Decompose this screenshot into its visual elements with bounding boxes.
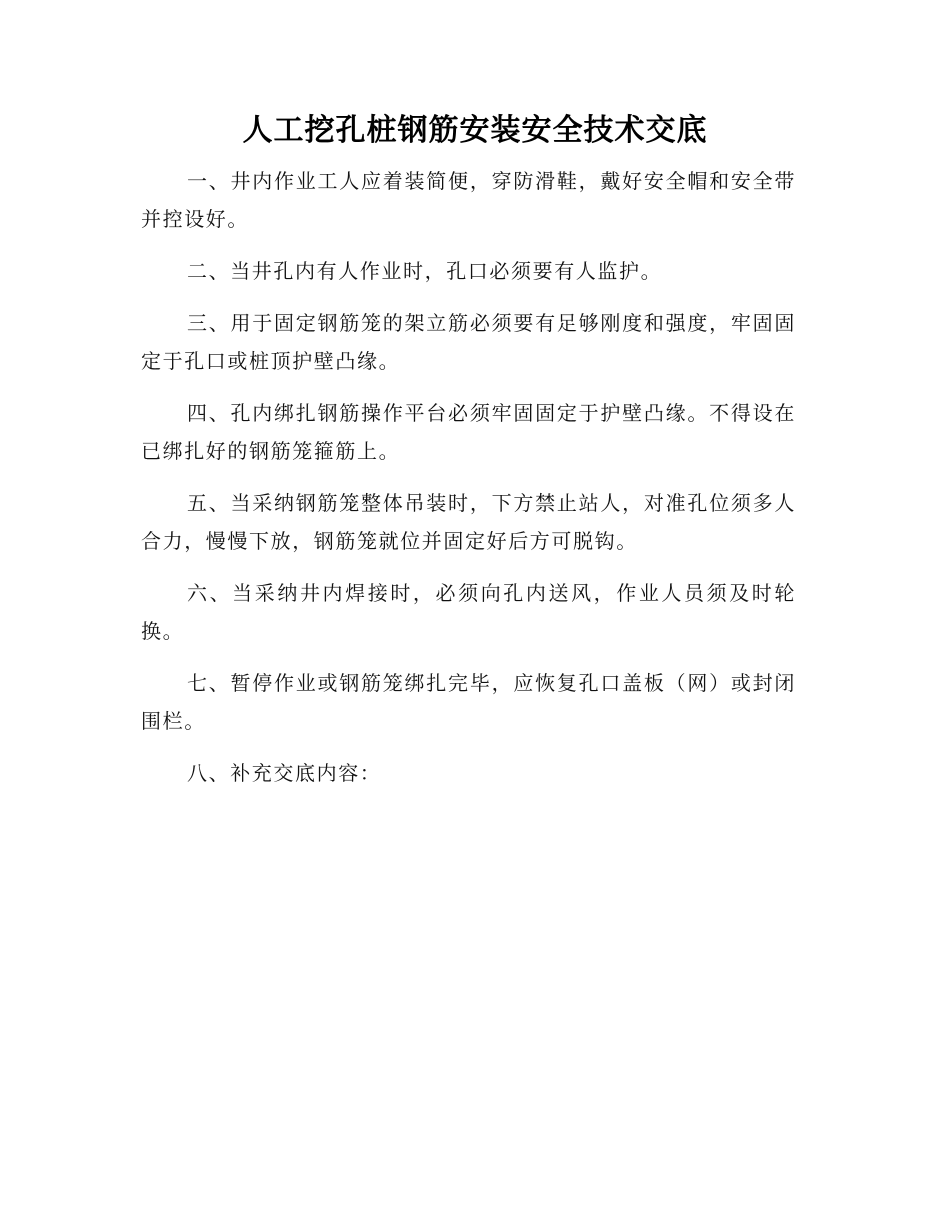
document-title: 人工挖孔桩钢筋安装安全技术交底 bbox=[242, 113, 708, 148]
paragraph-6: 六、当采纳井内焊接时，必须向孔内送风，作业人员须及时轮换。 bbox=[141, 581, 796, 643]
paragraph-4: 四、孔内绑扎钢筋操作平台必须牢固固定于护壁凸缘。不得设在已绑扎好的钢筋笼箍筋上。 bbox=[141, 401, 796, 463]
document-body bbox=[141, 162, 796, 806]
paragraph-5: 五、当采纳钢筋笼整体吊装时，下方禁止站人，对准孔位须多人合力，慢慢下放，钢筋笼就位并固定好后方可脱钩。 bbox=[141, 491, 796, 553]
paragraph-3: 三、用于固定钢筋笼的架立筋必须要有足够刚度和强度，牢固固定于孔口或桩顶护壁凸缘。 bbox=[141, 311, 796, 373]
paragraph-7: 七、暂停作业或钢筋笼绑扎完毕，应恢复孔口盖板（网）或封闭围栏。 bbox=[141, 671, 796, 733]
paragraph-1: 一、井内作业工人应着装简便，穿防滑鞋，戴好安全帽和安全带并控设好。 bbox=[141, 169, 796, 231]
paragraph-2: 二、当井孔内有人作业时，孔口必须要有人监护。 bbox=[187, 259, 663, 283]
paragraph-8: 八、补充交底内容： bbox=[187, 761, 382, 785]
